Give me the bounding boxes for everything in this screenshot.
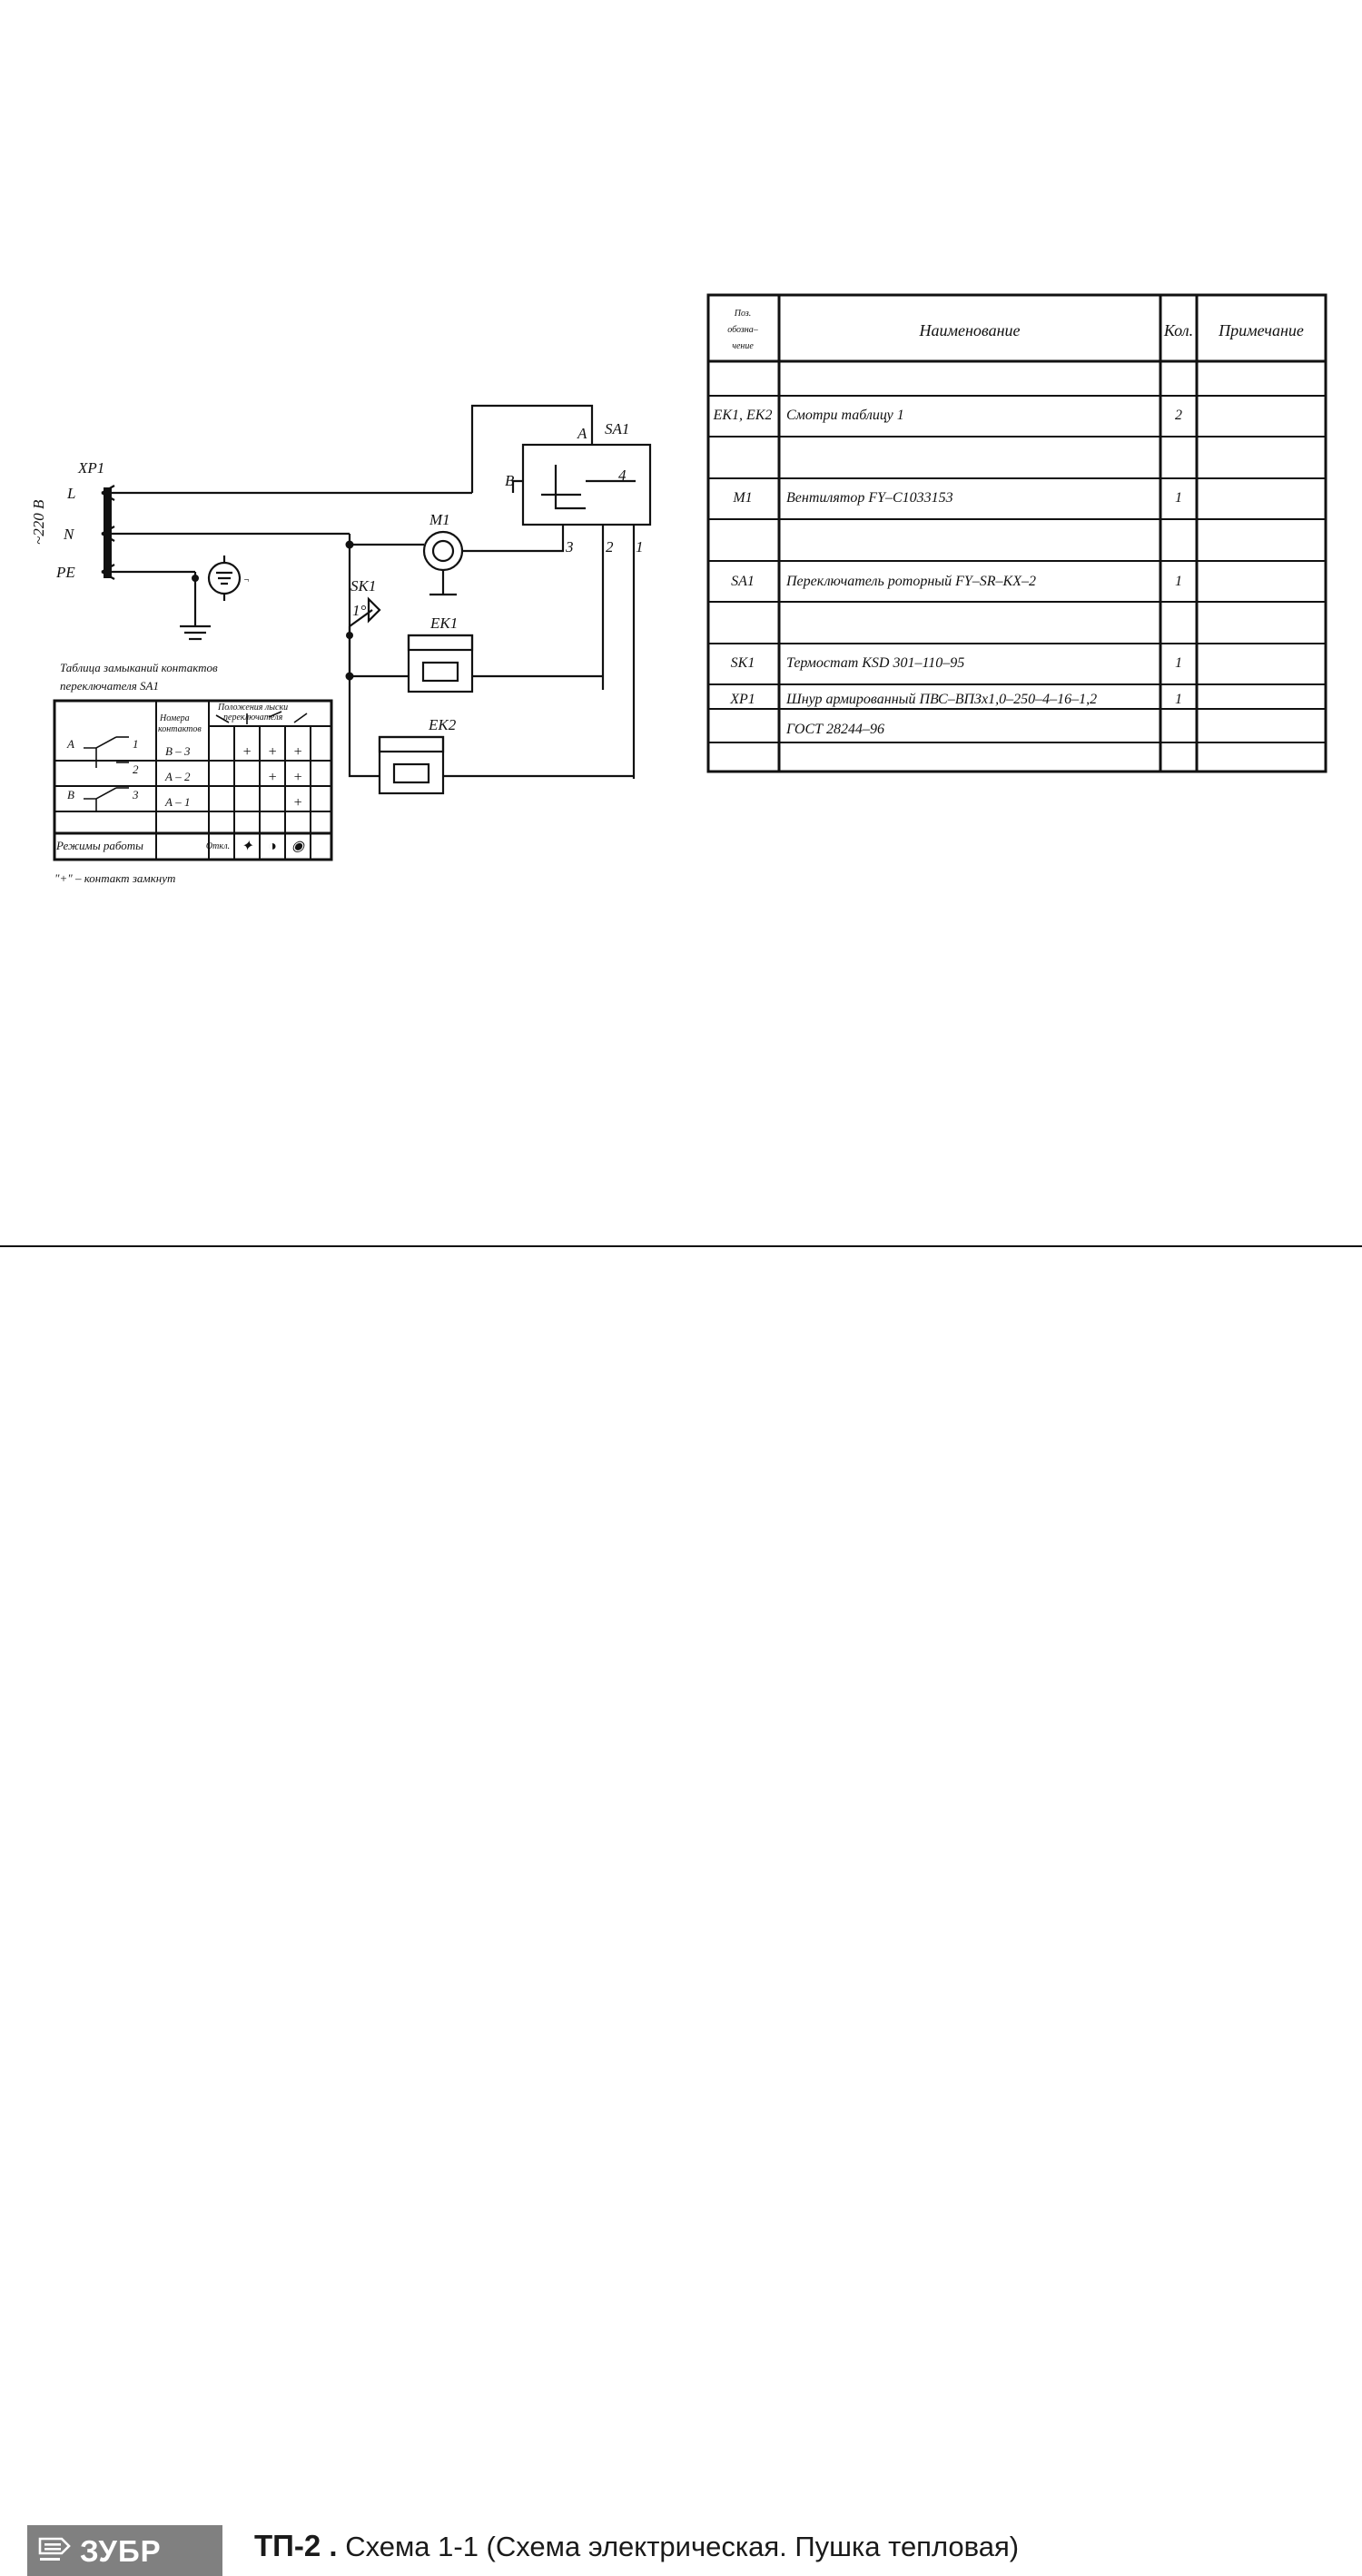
bom-row-4-pos: XP1 bbox=[730, 692, 755, 707]
contacts-num-3: 3 bbox=[133, 788, 139, 801]
bom-row-0-name: Смотри таблицу 1 bbox=[786, 408, 904, 423]
power-inlet-group bbox=[30, 459, 472, 581]
bom-row-3-pos: SK1 bbox=[730, 655, 755, 671]
contacts-header-numbers-2: контактов bbox=[158, 724, 202, 734]
label-terminal-3: 3 bbox=[566, 538, 574, 556]
bom-header-name: Наименование bbox=[919, 321, 1021, 339]
contacts-header-numbers-1: Номера bbox=[160, 713, 190, 723]
footer-bar bbox=[0, 1247, 1362, 2568]
bom-row-1-pos: M1 bbox=[733, 490, 753, 506]
label-m1: M1 bbox=[429, 511, 450, 528]
ground-symbol bbox=[180, 556, 250, 639]
contacts-num-1: 1 bbox=[133, 737, 139, 751]
bom-row-0-pos: EK1, EK2 bbox=[713, 408, 773, 423]
bom-header-pos-1: Поз. bbox=[734, 309, 752, 319]
contacts-table-title-1: Таблица замыканий контактов bbox=[60, 661, 218, 674]
ground-tick: ¬ bbox=[243, 575, 250, 585]
contacts-label-a: A bbox=[67, 737, 74, 751]
model-code: ТП-2 . bbox=[254, 2529, 338, 2562]
label-ek1: EK1 bbox=[430, 615, 459, 632]
label-line-l: L bbox=[67, 485, 76, 502]
bom-row-2-name: Переключатель роторный FY–SR–KX–2 bbox=[786, 574, 1036, 589]
switch-sa1-group bbox=[472, 406, 650, 779]
bom-row-2-pos: SA1 bbox=[731, 574, 755, 589]
contacts-table-title-2: переключателя SA1 bbox=[60, 679, 159, 693]
contacts-modes-label: Режимы работы bbox=[56, 839, 143, 852]
brand-logo bbox=[27, 2525, 222, 2576]
contacts-row-name-0: В – 3 bbox=[165, 744, 191, 758]
label-line-pe: PE bbox=[56, 564, 75, 581]
contacts-header-positions-1: Положения лыски bbox=[218, 703, 289, 713]
bom-header-pos-3: чение bbox=[732, 341, 754, 351]
contacts-cell-0-3: + bbox=[292, 744, 303, 760]
label-terminal-a: A bbox=[577, 425, 587, 442]
bom-header-qty: Кол. bbox=[1163, 321, 1194, 339]
contacts-cell-0-1: + bbox=[242, 744, 252, 760]
bom-row-4-name: Шнур армированный ПВС–ВПЗх1,0–250–4–16–1,2 bbox=[786, 692, 1098, 707]
bom-row-4-qty: 1 bbox=[1175, 692, 1182, 707]
bom-row-2-qty: 1 bbox=[1175, 574, 1182, 589]
contacts-mode-2: ◑ bbox=[268, 839, 277, 854]
bom-row-3-name: Термостат KSD 301–110–95 bbox=[786, 655, 965, 671]
caption-text: Схема 1-1 (Схема электрическая. Пушка тепловая) bbox=[345, 2531, 1020, 2562]
label-ek2: EK2 bbox=[429, 716, 457, 733]
bom-table-group bbox=[708, 295, 1326, 772]
bom-header-note: Примечание bbox=[1219, 321, 1304, 339]
label-xp1: XP1 bbox=[78, 459, 105, 477]
bom-header-pos-2: обозна– bbox=[727, 325, 758, 335]
brand-name: ЗУБР bbox=[80, 2533, 162, 2568]
label-voltage: ~220 В bbox=[30, 499, 47, 545]
sheet-caption bbox=[254, 2529, 1019, 2563]
bom-row-1-name: Вентилятор FY–C1033153 bbox=[786, 490, 953, 506]
label-sk1-name: SK1 bbox=[350, 577, 377, 595]
label-terminal-4: 4 bbox=[618, 467, 627, 484]
contacts-mode-3: ◉ bbox=[291, 839, 304, 854]
contacts-label-b: B bbox=[67, 788, 74, 801]
bom-row-0-qty: 2 bbox=[1175, 408, 1182, 423]
electrical-schematic bbox=[0, 0, 1362, 1262]
contacts-mode-1: ✦ bbox=[241, 839, 253, 854]
contacts-cell-1-3: + bbox=[292, 770, 303, 785]
motor-m1-group bbox=[346, 511, 564, 681]
contacts-table-group bbox=[54, 661, 331, 885]
contacts-row-name-2: А – 1 bbox=[165, 795, 191, 809]
label-line-n: N bbox=[64, 526, 74, 543]
contacts-row-name-1: А – 2 bbox=[165, 770, 191, 783]
label-terminal-1: 1 bbox=[636, 538, 644, 556]
zubr-arrow-icon bbox=[38, 2535, 71, 2566]
heater-ek1-group bbox=[346, 615, 604, 692]
contacts-cell-1-2: + bbox=[267, 770, 278, 785]
label-terminal-2: 2 bbox=[606, 538, 614, 556]
label-sa1: SA1 bbox=[605, 420, 630, 438]
contacts-table-note: "+" – контакт замкнут bbox=[54, 871, 176, 885]
bom-row-1-qty: 1 bbox=[1175, 490, 1182, 506]
contacts-cell-2-3: + bbox=[292, 795, 303, 811]
contacts-mode-0: Откл. bbox=[205, 841, 231, 851]
contacts-header-positions-2: переключателя bbox=[223, 713, 283, 723]
thermostat-sk1-group bbox=[346, 577, 380, 681]
label-thermostat-degree: 1° bbox=[352, 602, 367, 619]
bom-row-5-name: ГОСТ 28244–96 bbox=[786, 722, 885, 737]
label-terminal-b: B bbox=[505, 472, 515, 489]
heater-ek2-group bbox=[350, 681, 634, 793]
contacts-cell-0-2: + bbox=[267, 744, 278, 760]
bom-row-3-qty: 1 bbox=[1175, 655, 1182, 671]
switch-sa1-body bbox=[523, 445, 650, 525]
contacts-num-2: 2 bbox=[133, 762, 139, 776]
